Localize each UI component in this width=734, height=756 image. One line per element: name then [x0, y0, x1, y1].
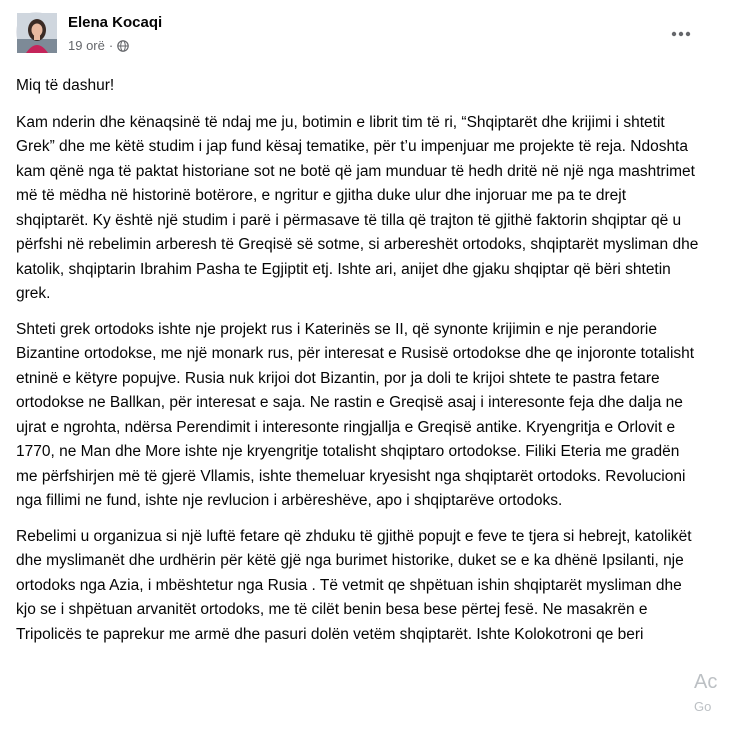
post-body	[16, 74, 699, 658]
post-time[interactable]: 19 orë	[68, 38, 105, 53]
post-meta	[68, 38, 129, 53]
author-avatar[interactable]	[16, 12, 56, 52]
post-header	[16, 12, 699, 60]
activation-watermark	[694, 670, 734, 716]
avatar-photo	[17, 13, 57, 53]
watermark-line-1: Ac	[694, 671, 718, 693]
author-name[interactable]: Elena Kocaqi	[68, 14, 163, 31]
watermark-line-2: Go	[694, 699, 712, 714]
post-paragraph-greeting: Miq të dashur!	[16, 77, 115, 94]
meta-separator: ·	[108, 38, 114, 53]
post-paragraph-3: Rebelimi u organizua si një luftë fetare që zhduku të gjithë popujt e feve te tjera si hebrejt, katolikët dhe myslimanët dhe urdhërin për këtë gjë nga burimet historike, duket se e ka dhënë Ipsilanti, nje ortodoks nga Azia, i mbështetur nga Rusia . Të vetmit qe shpëtuan ishin shqiptarët mysliman dhe kjo se i shpëtuan arvanitët ortodoks, me të cilët benin besa bese përtej fesë. Ne masakrën e Tripolicës te paprekur me armë dhe pasuri dolën vetëm shqiptarët. Ishte Kolokotroni qe beri	[16, 527, 692, 643]
globe-icon[interactable]	[117, 40, 129, 52]
more-options-button[interactable]	[663, 20, 699, 48]
more-options-icon	[671, 31, 691, 37]
post-paragraph-2: Shteti grek ortodoks ishte nje projekt rus i Katerinës se II, që synonte krijimin e nje perandorie Bizantine ortodokse, me një monark rus, për interesat e Rusisë ortodokse dhe qe injoronte totalisht etninë e këtyre popujve. Rusia nuk krijoi dot Bizantin, por ja doli te krijoi shtete te pastra fetare ortodokse ne Ballkan, për interesat e saja. Ne rastin e Greqisë asaj i interesonte feja dhe dalja ne ujrat e ngrohta, ndërsa Perendimit i interesonte ringjallja e Greqisë antike. Kryengritja e Orlovit e 1770, ne Man dhe More ishte nje kryengritje totalisht shqiptaro ortodokse. Filiki Eteria me gradën me përfshirjen më të gjerë Vllamis, ishte themeluar kryesisht nga shqiptarët ortodoks. Revolucioni nga fillimi ne fund, ishte nje revlucion i arbëreshëve, apo i shqiptarëve ortodoks.	[16, 320, 695, 509]
post-paragraph-1: Kam nderin dhe kënaqsinë të ndaj me ju, botimin e librit tim të ri, “Shqiptarët dhe krijimi i shtetit Grek” dhe me këtë studim i jap fund kësaj tematike, për t’u impenjuar me projekte të reja. Ndoshta kam qënë nga të paktat historiane sot ne botë që jam munduar të hedh dritë në një nga mashtrimet më të mëdha në historinë botërore, e ngritur e gjitha duke ulur dhe injoruar me pa te drejt shqiptarët. Ky është një studim i parë i përmasave të tilla që trajton të gjithë faktorin shqiptar që u përfshi në rebelimin arberesh të Greqisë së sotme, si arbereshët ortodoks, shqiptarët mysliman dhe katolik, shqiptarin Ibrahim Pasha te Egjiptit etj. Ishte ari, anijet dhe gjaku shqiptar që bëri shtetin grek.	[16, 113, 699, 302]
